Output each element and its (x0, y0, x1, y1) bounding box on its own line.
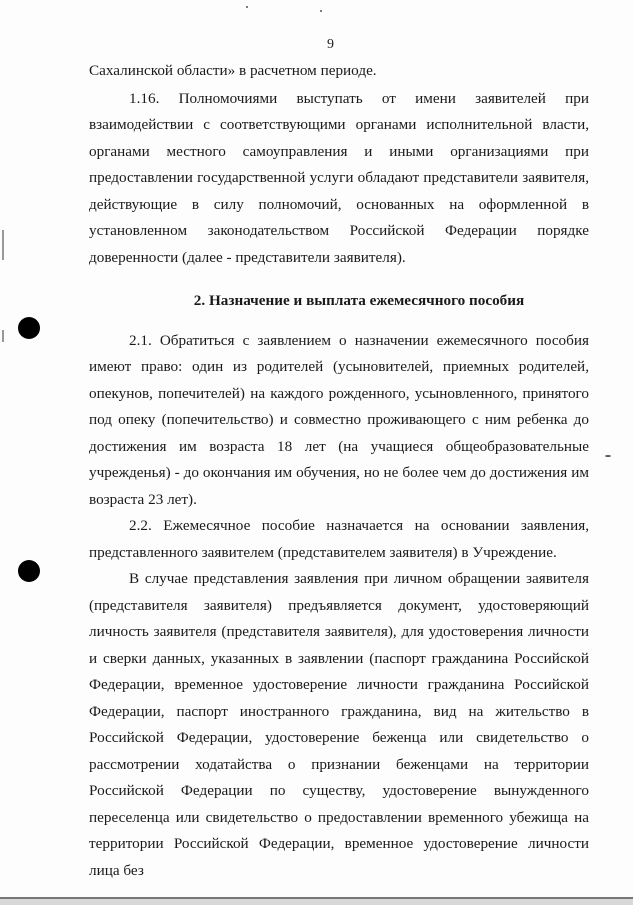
punch-hole-mark (18, 560, 40, 582)
document-body (89, 58, 589, 884)
punch-hole-mark (18, 317, 40, 339)
paragraph: Сахалинской области» в расчетном периоде. (89, 62, 377, 79)
scan-speck (320, 10, 322, 12)
scan-speck (605, 455, 611, 457)
scan-artifact-line (2, 330, 4, 342)
page-number: 9 (327, 37, 334, 52)
scan-artifact-line (2, 230, 4, 260)
scan-bottom-line (0, 897, 633, 899)
paragraph: 1.16. Полномочиями выступать от имени заявителей при взаимодействии с соответствующими органами исполнительной власти, органами местного самоуправления и иными организациями при предоставлении государственной услуги обладают представители заявителя, действующие в силу полномочий, основанных на оформленной в установленном законодательством Российской Федерации порядке доверенности (далее - представители заявителя). (89, 89, 589, 266)
paragraph: 2.1. Обратиться с заявлением о назначении ежемесячного пособия имеют право: один из родителей (усыновителей, приемных родителей, опекунов, попечителей) на каждого рожденного, усыновленного, принятого под опеку (попечительство) и совместно проживающего с ним ребенка до достижения им возраста 18 лет (на учащиеся общеобразовательные учрежденья) - до окончания им обучения, но не более чем до достижения им возраста 23 лет). (89, 331, 589, 508)
scan-speck (246, 6, 248, 8)
section-heading: 2. Назначение и выплата ежемесячного пособия (193, 292, 525, 309)
scan-bottom-edge (0, 899, 633, 905)
paragraph: 2.2. Ежемесячное пособие назначается на основании заявления, представленного заявителем (представителем заявителя) в Учреждение. (89, 517, 589, 561)
paragraph: В случае представления заявления при личном обращении заявителя (представителя заявителя) предъявляется документ, удостоверяющий личность заявителя (представителя заявителя), для удостоверения личности и сверки данных, указанных в заявлении (паспорт гражданина Российской Федерации, временное удостоверение личности гражданина Российской Федерации, паспорт иностранного гражданина, вид на жительство в Российской Федерации, удостоверение беженца или свидетельство о рассмотрении ходатайства о признании беженцами на территории Российской Федерации по существу, удостоверение вынужденного переселенца или свидетельство о предоставлении временного убежища на территории Российской Федерации, временное удостоверение личности лица без (89, 570, 589, 879)
